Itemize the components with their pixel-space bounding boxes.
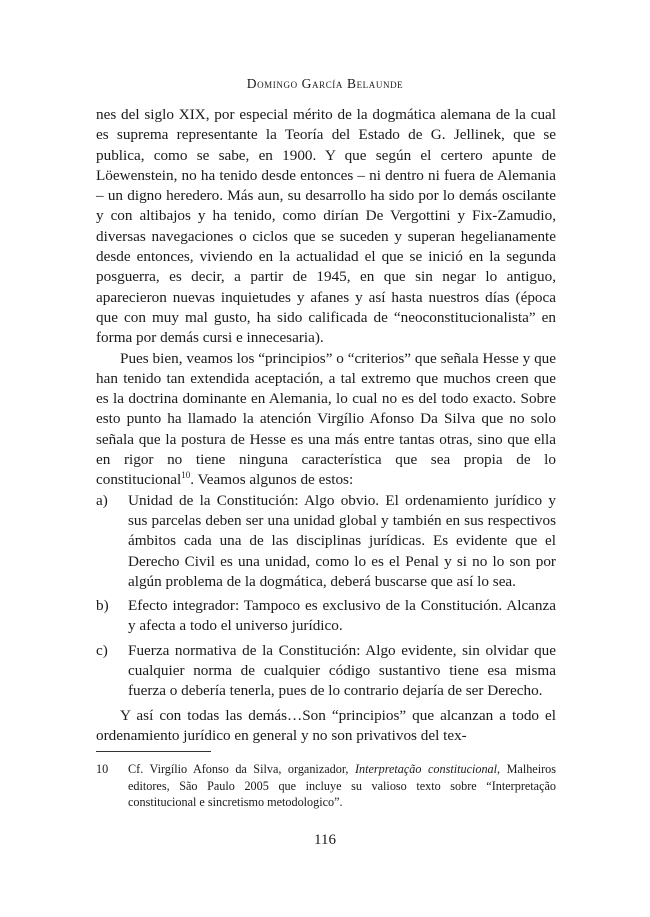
paragraph-3: Y así con todas las demás…Son “principios” que alcanzan a todo el ordenamiento jurídico en general y no son privativos del tex- <box>96 706 556 744</box>
page-number: 116 <box>314 832 336 848</box>
footnote-text <box>128 761 556 811</box>
list-item-text: Efecto integrador: Tampoco es exclusivo de la Constitución. Alcanza y afecta a todo el universo jurídico. <box>128 597 556 635</box>
footnote-text-end: , Malheiros editores, São Paulo 2005 que incluye su valioso texto sobre “Interpretação constitucional e sincretismo metodologico”. <box>128 762 556 809</box>
footnote-divider <box>96 751 211 752</box>
footnote <box>96 761 556 811</box>
paragraph-2 <box>96 349 556 491</box>
list-marker: a) <box>96 491 108 509</box>
list-item-text: Fuerza normativa de la Constitución: Algo evidente, sin olvidar que cualquier norma de cualquier código sustantivo tiene esa misma fuerza o debería tenerla, pues de lo contrario dejaría de ser Derecho. <box>128 641 556 700</box>
list-item-b <box>96 596 556 637</box>
body-text <box>96 105 556 746</box>
paragraph-2-tail: . Veamos algunos de estos: <box>190 471 354 489</box>
list-item-text: Unidad de la Constitución: Algo obvio. El ordenamiento jurídico y sus parcelas deben ser una unidad global y también en sus respectivos ámbitos cada una de las disciplinas jurídicas. Es evidente que el Derecho Civil es una unidad, como lo es el Penal y si no lo son por algún problema de la dogmática, deberá buscarse que así lo sea. <box>128 491 556 590</box>
paragraph-2-text: Pues bien, veamos los “principios” o “criterios” que señala Hesse y que han tenido tan extendida aceptación, a tal extremo que muchos creen que es la doctrina dominante en Alemania, lo cual no es del todo exacto. Sobre esto punto ha llamado la atención Virgílio Afonso Da Silva que no solo señala que la postura de Hesse es una más entre tantas otras, sino que ella en rigor no tiene ninguna característica que sea propia de lo constitucional <box>96 349 556 489</box>
paragraph-1: nes del siglo XIX, por especial mérito de la dogmática alemana de la cual es suprema representante la Teoría del Estado de G. Jellinek, que se publica, como se sabe, en 1900. Y que según el certero apunte de Löewenstein, no ha tenido desde entonces – ni dentro ni fuera de Alemania – un digno heredero. Más aun, su desarrollo ha sido por lo demás oscilante y con altibajos y ha tenido, como dirían De Vergottini y Fix-Zamudio, diversas navegaciones o ciclos que se suceden y superan hegelianamente desde entonces, viviendo en la actualidad el que se inició en la segunda posguerra, es decir, a partir de 1945, en que sin negar lo antiguo, aparecieron nuevas inquietudes y afanes y así hasta nuestros días (época que con muy mal gusto, ha sido calificada de “neoconstitucionalista” en forma por demás cursi e innecesaria). <box>96 106 556 347</box>
list-marker: b) <box>96 597 109 615</box>
list-item-c <box>96 641 556 702</box>
list-item-a <box>96 491 556 592</box>
footnote-reference: 10 <box>181 470 191 481</box>
footnote-text-start: Cf. Virgílio Afonso da Silva, organizador, <box>128 762 355 776</box>
footnote-book-title: Interpretação constitucional <box>354 762 498 776</box>
footnote-number: 10 <box>96 762 109 776</box>
list-marker: c) <box>96 641 108 659</box>
running-head: Domingo García Belaunde <box>246 76 404 91</box>
